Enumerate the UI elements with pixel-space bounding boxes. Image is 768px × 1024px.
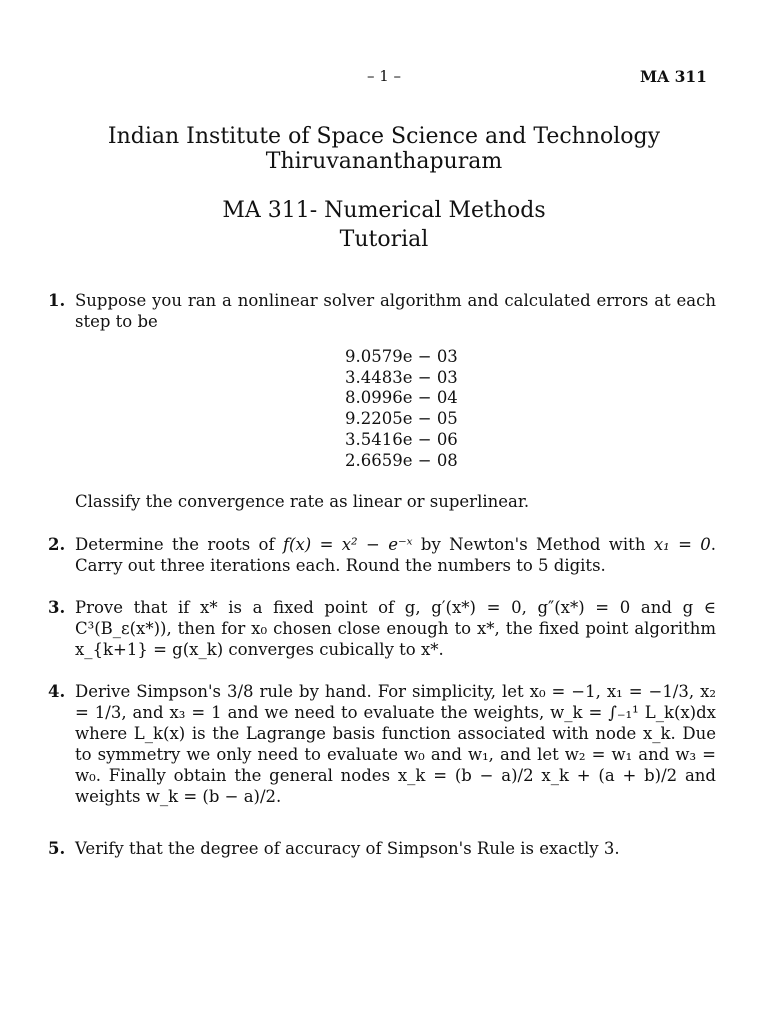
problem-text: . Carry out three iterations each. Round the numbers to 5 digits. [75,535,717,575]
problem-formula: f(x) = x² − e⁻ˣ [282,535,413,554]
problem-text: Verify that the degree of accuracy of Simpson's Rule is exactly 3. [75,839,620,858]
error-value: 9.0579e − 03 [345,347,458,366]
error-value: 2.6659e − 08 [345,450,458,470]
error-value: 3.5416e − 06 [345,429,458,449]
error-value: 9.2205e − 05 [345,409,458,429]
problem-3 [48,597,716,660]
page-number: – 1 – [366,67,402,85]
problem-text: Prove that if x* is a fixed point of g, g′(x*) = 0, g″(x*) = 0 and g ∈ C³(B_ε(x*)), then for x₀ chosen close enough to x*, the fixed point algorithm x_{k+1} = g(x_k) converges cubically to x*. [75,598,716,659]
problem-text: Suppose you ran a nonlinear solver algorithm and calculated errors at each step to be [75,291,716,331]
problem-1-question: Classify the convergence rate as linear or superlinear. [75,492,530,511]
error-value: 8.0996e − 04 [345,388,458,408]
problem-text: Derive Simpson's 3/8 rule by hand. For simplicity, let x₀ = −1, x₁ = −1/3, x₂ = 1/3, and x₃ = 1 and we need to evaluate the weights, w_k = ∫₋₁¹ L_k(x)dx where L_k(x) is the Lagrange basis function associated with node x_k. Due to symmetry we only need to evaluate w₀ and w₁, and let w₂ = w₁ and w₃ = w₀. Finally obtain the general nodes x_k = (b − a)/2 x_k + (a + b)/2 and weights w_k = (b − a)/2. [75,682,716,806]
problem-2 [48,534,716,576]
error-list [345,347,458,471]
problem-text: Determine the roots of [75,535,275,554]
problem-text: by Newton's Method with [420,535,646,554]
document-title [0,196,768,254]
initial-guess: x₁ = 0 [653,535,711,554]
problem-number: 4. [48,682,66,701]
institute-heading [0,124,768,174]
problem-1 [48,290,716,332]
problem-number: 2. [48,535,66,554]
problem-number: 3. [48,598,66,617]
problem-4 [48,681,716,807]
problem-number: 5. [48,839,66,858]
error-value: 3.4483e − 03 [345,367,458,387]
institute-name: Indian Institute of Space Science and Technology [107,124,661,149]
problem-5 [48,838,716,859]
institute-city: Thiruvananthapuram [265,149,503,174]
document-type: Tutorial [339,227,429,252]
problem-number: 1. [48,291,66,310]
course-code-header: MA 311 [640,67,707,86]
course-title: MA 311- Numerical Methods [222,198,546,223]
